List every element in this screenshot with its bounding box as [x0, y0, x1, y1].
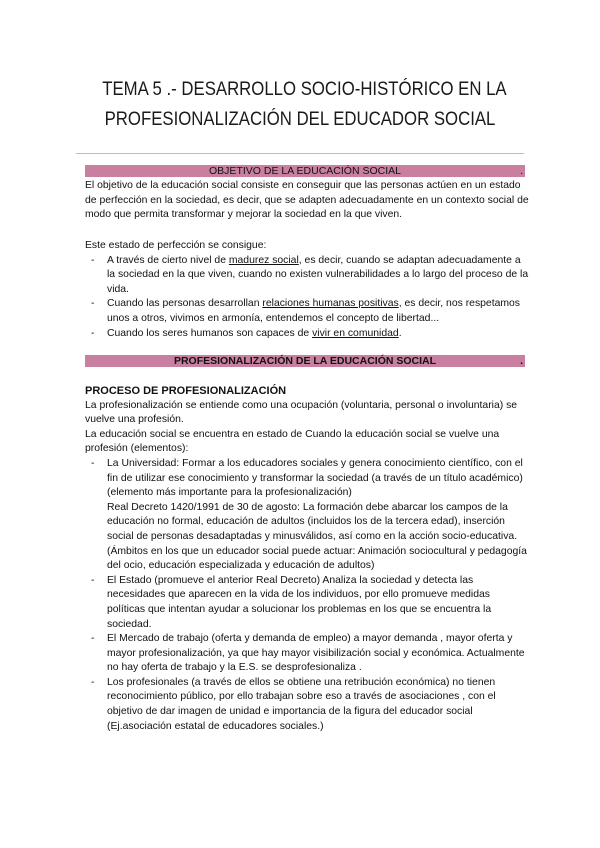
perfeccion-block [85, 239, 530, 341]
perfeccion-intro: Este estado de perfección se consigue: [85, 240, 267, 251]
page-title-line-2: PROFESIONALIZACIÓN DEL EDUCADOR SOCIAL [104, 108, 496, 130]
section-heading-dot: . [520, 355, 523, 367]
section-heading-text: PROFESIONALIZACIÓN DE LA EDUCACIÓN SOCIAL [173, 355, 437, 367]
list-item: - A través de cierto nivel de madurez social, es decir, cuando se adaptan adecuadamente a la sociedad en la que viven, cuando no existen vulnerabilidades a lo largo del proceso de la vida. [85, 254, 530, 298]
perfeccion-list [85, 254, 530, 342]
section-heading-profesionalizacion [85, 355, 525, 367]
list-item: - El Mercado de trabajo (oferta y demanda de empleo) a mayor demanda , mayor oferta y mayor profesionalización, ya que hay mayor visibilización social y económica. Actualmente no hay oferta de trabajo y la E.S. se desprofesionaliza . [85, 632, 530, 676]
elementos-list [85, 457, 530, 734]
proceso-paragraph-1: La profesionalización se entiende como una ocupación (voluntaria, personal o involuntaria) se vuelve una profesión. [85, 399, 518, 426]
underlined-term: madurez social [228, 254, 299, 266]
objetivo-paragraph-block [85, 179, 530, 223]
list-item: - Cuando las personas desarrollan relaciones humanas positivas, es decir, nos respetamos unos a otros, vivimos en armonía, entendemos el concepto de libertad... [85, 297, 530, 326]
section-heading-dot: . [520, 165, 523, 177]
underlined-term: relaciones humanas positivas [262, 298, 399, 310]
list-item: - El Estado (promueve el anterior Real Decreto) Analiza la sociedad y detecta las necesidades que aparecen en la vida de los individuos, por ello promueve medidas políticas que intentan ayudar a solucionar los problemas en los que se encuentra la sociedad. [85, 574, 530, 632]
title-divider [76, 153, 524, 154]
section-heading-text: OBJETIVO DE LA EDUCACIÓN SOCIAL [209, 165, 401, 177]
list-item: - Cuando los seres humanos son capaces de vivir en comunidad. [85, 327, 530, 342]
section-heading-objetivo [85, 165, 525, 177]
list-item: - Los profesionales (a través de ellos se obtiene una retribución económica) no tienen reconocimiento público, por ello trabajan sobre eso a través de asociaciones , con el objetivo de dar imagen de unidad e importancia de la figura del educador social (Ej.asociación estatal de educadores sociales.) [85, 676, 530, 734]
proceso-block [85, 384, 530, 734]
objetivo-paragraph: El objetivo de la educación social consiste en conseguir que las personas actúen en un estado de perfección en la sociedad, es decir, que se adapten adecuadamente en un contexto social de modo que permita transformar y mejorar la sociedad en la que viven. [85, 180, 529, 221]
underlined-term: vivir en comunidad [312, 327, 399, 339]
list-item: - La Universidad: Formar a los educadores sociales y genera conocimiento científico, con el fin de utilizar ese conocimiento y transformar la sociedad (a través de un título académico) (elemento más importante para la profesionalización) Real Decreto 1420/1991 de 30 de agosto: La formación debe abarcar los campos de la educación no formal, educación de adultos (incluidos los de la tercera edad), inserción social de personas desadaptadas y minusválidos, así como en la acción socio-educativa. (Ámbitos en los que un educador social puede actuar: Animación sociocultural y pedagogía del ocio, educación especializada y educación de adultos) [85, 457, 530, 574]
real-decreto-note: Real Decreto 1420/1991 de 30 de agosto: La formación debe abarcar los campos de la educación no formal, educación de adultos (incluidos los de la tercera edad), inserción social de personas desadaptadas y minusválidos, así como en la acción socio-educativa. (Ámbitos en los que un educador social puede actuar: Animación sociocultural y pedagogía del ocio, educación especializada y educación de adultos) [107, 501, 527, 572]
page-title-line-1: TEMA 5 .- DESARROLLO SOCIO-HISTÓRICO EN LA [102, 78, 507, 100]
proceso-subheading: PROCESO DE PROFESIONALIZACIÓN [85, 385, 287, 397]
proceso-paragraph-2: La educación social se encuentra en estado de Cuando la educación social se vuelve una profesión (elementos): [85, 428, 500, 455]
